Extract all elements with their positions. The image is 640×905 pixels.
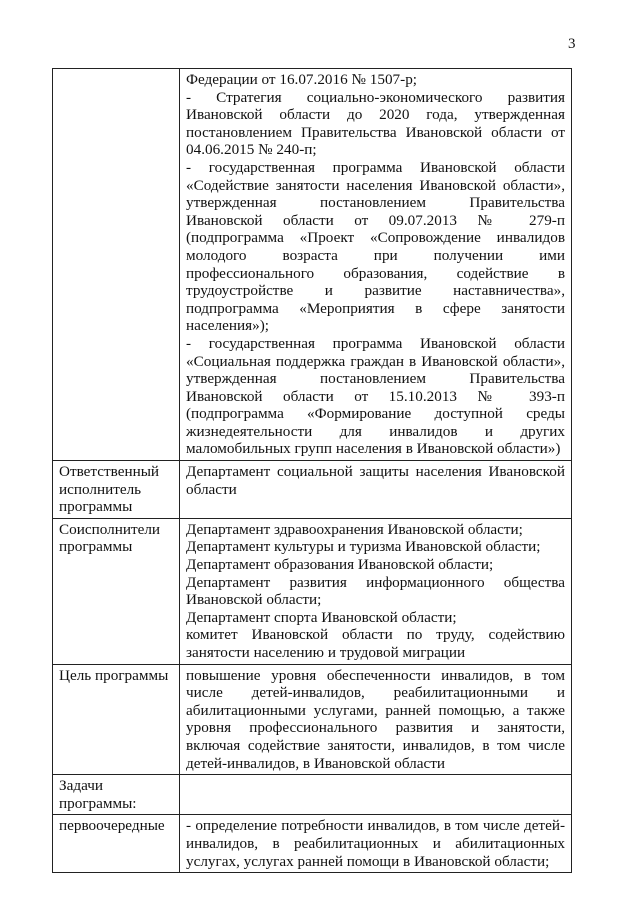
coexecutor-item: Департамент культуры и туризма Ивановской области;: [186, 538, 541, 556]
table-row-legal-basis: [53, 69, 572, 461]
coexecutor-item: Департамент здравоохранения Ивановской области;: [186, 520, 523, 538]
coexecutor-item: Департамент образования Ивановской области;: [186, 556, 494, 574]
row-content-legal-basis: [180, 69, 572, 461]
row-content-goal: повышение уровня обеспеченности инвалидов, в том числе детей-инвалидов, реабилитационными и абилитационными услугами, ранней помощью, а также уровня профессионального развития и занятости, включая содействие занятости, инвалидов, в том числе детей-инвалидов, в Ивановской области: [180, 664, 572, 775]
table-row-priority: [53, 815, 572, 873]
legal-basis-paragraph: Федерации от 16.07.2016 № 1507-р;: [186, 71, 418, 88]
row-label-legal-basis: [53, 69, 180, 461]
table-row-coexecutors: [53, 518, 572, 664]
legal-basis-paragraph: - Стратегия социально-экономического развития Ивановской области до 2020 года, утвержденная постановлением Правительства Ивановской области от 04.06.2015 № 240-п;: [186, 88, 565, 159]
row-content-tasks: [180, 775, 572, 815]
legal-basis-paragraph: - государственная программа Ивановской области «Содействие занятости населения Ивановской области», утвержденная постановлением Правительства Ивановской области от 09.07.2013 № 279-п (подпрограмма «Проект «Сопровождение инвалидов молодого возраста при получении ими профессионального образования, содействие в трудоустройстве и развитие наставничества», подпрограмма «Мероприятия в сфере занятости населения»);: [186, 158, 565, 335]
row-content-executor: Департамент социальной защиты населения Ивановской области: [180, 461, 572, 519]
table-row-tasks: [53, 775, 572, 815]
coexecutor-item: комитет Ивановской области по труду, содействию занятости населению и трудовой миграции: [186, 626, 565, 661]
coexecutor-item: Департамент развития информационного общества Ивановской области;: [186, 573, 565, 609]
row-label-tasks: Задачи программы:: [53, 775, 180, 815]
row-label-goal: Цель программы: [53, 664, 180, 775]
table-row-goal: [53, 664, 572, 775]
row-label-priority: первоочередные: [53, 815, 180, 873]
row-content-coexecutors: [180, 518, 572, 664]
coexecutor-item: Департамент спорта Ивановской области;: [186, 608, 457, 626]
legal-basis-paragraph: - государственная программа Ивановской области «Социальная поддержка граждан в Ивановской области», утвержденная постановлением Правительства Ивановской области от 15.10.2013 № 393-п (подпрограмма «Формирование доступной среды жизнедеятельности для инвалидов и других маломобильных групп населения в Ивановской области»): [186, 334, 565, 458]
row-content-priority: - определение потребности инвалидов, в том числе детей-инвалидов, в реабилитационных и абилитационных услугах, услугах ранней помощи в Ивановской области;: [180, 815, 572, 873]
program-passport-table: [52, 68, 572, 873]
table-row-executor: [53, 461, 572, 519]
page-number: 3: [568, 36, 576, 52]
row-label-executor: Ответственный исполнитель программы: [53, 461, 180, 519]
row-label-coexecutors: Соисполнители программы: [53, 518, 180, 664]
